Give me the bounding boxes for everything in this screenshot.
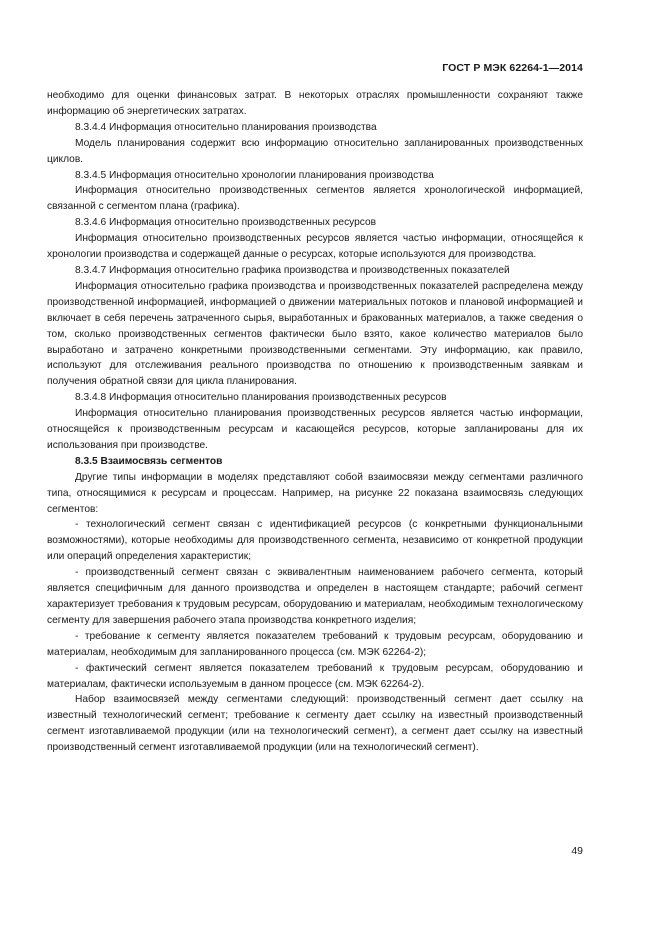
section-heading-8-3-4-4: 8.3.4.4 Информация относительно планирования производства xyxy=(75,121,377,133)
paragraph: Информация относительно графика производства и производственных показателей распределена между производственной информацией, информацией о движении материальных потоков и плановой информацией и включает в себя перечень затраченного сырья, выработанных и бракованных материалов, а также сведения о том, сколько производственных сегментов фактически было взято, какое количество материалов было выработано и затрачено конкретными производственными сегментами. Эту информацию, как правило, используют для отслеживания реального производства по отношению к производственным заявкам и получения обратной связи для цикла планирования. xyxy=(47,280,583,388)
list-item: - производственный сегмент связан с эквивалентным наименованием рабочего сегмента, который является специфичным для данного производства и определен в настоящем стандарте; рабочий сегмент характеризует требования к трудовым ресурсам, оборудованию и материалам, необходимым технологическому сегменту для завершения рабочего этапа производства конкретного изделия; xyxy=(47,567,583,626)
section-heading-8-3-4-7: 8.3.4.7 Информация относительно графика производства и производственных показателей xyxy=(75,264,510,276)
list-item: - технологический сегмент связан с идентификацией ресурсов (с конкретными функциональными возможностями), которые необходимы для производственного сегмента, независимо от конкретной продукции или операций определения характеристик; xyxy=(47,519,583,563)
page-number: 49 xyxy=(571,845,583,857)
section-heading-8-3-4-6: 8.3.4.6 Информация относительно производственных ресурсов xyxy=(75,217,377,229)
list-item: - фактический сегмент является показателем требований к трудовым ресурсам, оборудованию и материалам, фактически используемым в данном процессе (см. МЭК 62264-2). xyxy=(47,662,583,690)
paragraph: Набор взаимосвязей между сегментами следующий: производственный сегмент дает ссылку на известный технологический сегмент; требование к сегменту дает ссылку на известный производственный сегмент изготавливаемой продукции (или на технологический сегмент), а сегмент дает ссылку на известный производственный сегмент изготавливаемой продукции (или на технологический сегмент). xyxy=(47,694,583,754)
paragraph: Информация относительно производственных ресурсов является частью информации, относящейся к хронологии производства и содержащей данные о ресурсах, которые используются для производства. xyxy=(47,233,583,261)
paragraph: Информация относительно планирования производственных ресурсов является частью информации, относящейся к производственным ресурсам и касающейся ресурсов, которые запланированы для их использования при производстве. xyxy=(47,408,583,451)
paragraph: Информация относительно производственных сегментов является хронологической информацией, связанной с сегментом плана (графика). xyxy=(47,185,583,213)
paragraph: необходимо для оценки финансовых затрат. В некоторых отраслях промышленности сохраняют также информацию об энергетических затратах. xyxy=(47,90,583,117)
paragraph: Модель планирования содержит всю информацию относительно запланированных производственных циклов. xyxy=(47,137,583,165)
paragraph: Другие типы информации в моделях представляют собой взаимосвязи между сегментами различного типа, относящимися к ресурсам и процессам. Например, на рисунке 22 показана взаимосвязь следующих сегментов: xyxy=(47,471,583,515)
standard-header: ГОСТ Р МЭК 62264-1—2014 xyxy=(442,62,583,74)
list-item: - требование к сегменту является показателем требований к трудовым ресурсам, оборудованию и материалам, необходимым для запланированного процесса (см. МЭК 62264-2); xyxy=(47,630,583,658)
section-heading-8-3-4-5: 8.3.4.5 Информация относительно хронологии планирования производства xyxy=(75,169,434,181)
document-body xyxy=(47,88,583,756)
section-heading-8-3-5: 8.3.5 Взаимосвязь сегментов xyxy=(75,455,223,467)
section-heading-8-3-4-8: 8.3.4.8 Информация относительно планирования производственных ресурсов xyxy=(75,392,447,404)
